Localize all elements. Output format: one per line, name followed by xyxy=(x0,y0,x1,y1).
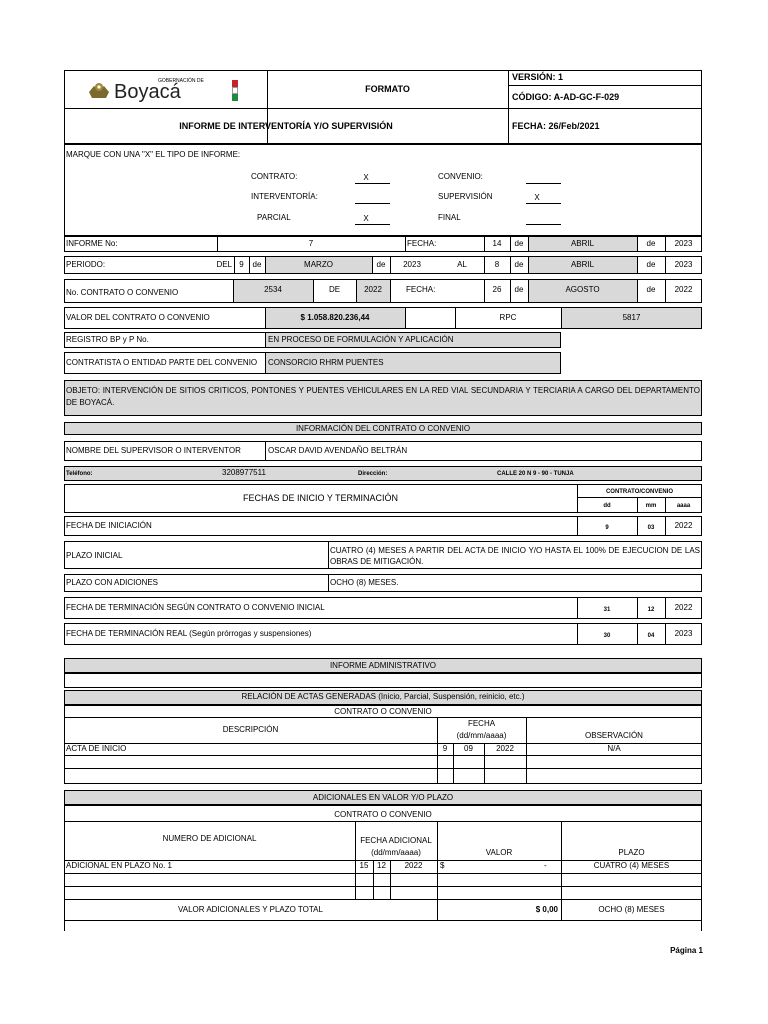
contrato-fecha-label: FECHA: xyxy=(406,285,436,294)
table-rule xyxy=(577,497,702,498)
objeto-text: OBJETO: INTERVENCIÓN DE SITIOS CRITICOS, PONTONES Y PUENTES VEHICULARES EN LA RED VIAL SECUNDARIA Y TERCIARIA A CARGO DEL DEPARTAMENTO DE BOYACÁ. xyxy=(66,386,700,407)
tipo-contrato-label: CONTRATO: xyxy=(251,172,298,181)
table-rule xyxy=(508,85,702,86)
adiciones-row-dd: 15 xyxy=(359,861,369,870)
fechas-dd: dd xyxy=(603,503,611,509)
supervision-check[interactable]: X xyxy=(534,193,540,202)
periodo-anio-inicio: 2023 xyxy=(403,260,421,269)
adiciones-contrato-sub: CONTRATO O CONVENIO xyxy=(334,810,432,819)
fechas-term-inicial-aaaa: 2022 xyxy=(674,603,693,612)
informe-fecha-label: FECHA: xyxy=(407,239,437,248)
adiciones-total-valor: $ 0,00 xyxy=(535,905,558,914)
section-adicionales: ADICIONALES EN VALOR Y/O PLAZO xyxy=(312,793,454,802)
table-rule xyxy=(265,441,266,461)
fechas-adiciones-valor: OCHO (8) MESES. xyxy=(330,578,399,587)
tipo-convenio-label: CONVENIO: xyxy=(438,172,483,181)
table-rule xyxy=(64,755,702,756)
fechas-term-real-label: FECHA DE TERMINACIÓN REAL (Según prórrogas y suspensiones) xyxy=(66,629,312,638)
adiciones-row-aaaa: 2022 xyxy=(404,861,423,870)
table-rule xyxy=(437,821,438,921)
registro-label: REGISTRO BP y P No. xyxy=(66,335,149,344)
informe-mes: ABRIL xyxy=(570,239,595,248)
adiciones-fecha-fmt: (dd/mm/aaaa) xyxy=(371,848,421,857)
header-fecha: FECHA: 26/Feb/2021 xyxy=(512,121,600,131)
admin-fecha-fmt: (dd/mm/aaaa) xyxy=(456,731,507,740)
valor-valor: $ 1.058.820.236,44 xyxy=(300,313,370,322)
adiciones-plazo: PLAZO xyxy=(618,848,645,857)
section-informe-administrativo: INFORME ADMINISTRATIVO xyxy=(329,661,437,670)
table-rule xyxy=(328,574,329,592)
informe-numero: 7 xyxy=(308,239,314,248)
blank-line xyxy=(526,183,561,184)
admin-acta-obs: N/A xyxy=(607,744,621,753)
table-rule xyxy=(64,899,702,900)
valor-label: VALOR DEL CONTRATO O CONVENIO xyxy=(66,313,210,322)
table-cell xyxy=(64,673,702,688)
fechas-aaaa: aaaa xyxy=(676,503,691,509)
fechas-plazo-label: PLAZO INICIAL xyxy=(66,551,123,560)
tipo-instruction: MARQUE CON UNA "X" EL TIPO DE INFORME: xyxy=(66,150,241,159)
table-rule xyxy=(355,821,356,899)
fechas-inicio-mm: 03 xyxy=(647,525,655,531)
adiciones-numero: NUMERO DE ADICIONAL xyxy=(162,834,257,843)
blank-line xyxy=(355,224,390,225)
contrato-check[interactable]: X xyxy=(363,173,369,182)
table-rule xyxy=(64,886,702,887)
informe-de1: de xyxy=(514,239,524,248)
adicional-row: ADICIONAL EN PLAZO No. 1 xyxy=(66,861,172,870)
contrato-dia: 26 xyxy=(492,285,502,294)
fechas-term-inicial-dd: 31 xyxy=(603,607,611,613)
page-number: Página 1 xyxy=(670,946,703,955)
tipo-supervision-label: SUPERVISIÓN xyxy=(438,192,493,201)
table-rule xyxy=(64,768,702,769)
fechas-term-inicial-mm: 12 xyxy=(647,607,655,613)
header-logo-main: Boyacá xyxy=(114,81,181,103)
section-info-contrato: INFORMACIÓN DEL CONTRATO O CONVENIO xyxy=(295,424,471,433)
periodo-label: PERIODO: xyxy=(66,260,106,269)
info-contrato-direccion: CALLE 20 N 9 - 90 - TUNJA xyxy=(497,471,574,477)
table-rule xyxy=(265,332,266,348)
table-rule xyxy=(64,921,65,931)
blank-line xyxy=(355,183,390,184)
adiciones-total-plazo: OCHO (8) MESES xyxy=(598,905,665,914)
contrato-anio: 2022 xyxy=(364,285,382,294)
fechas-term-real-mm: 04 xyxy=(647,633,655,639)
adiciones-fecha: FECHA ADICIONAL xyxy=(360,836,432,845)
info-contrato-supervisor-label: NOMBRE DEL SUPERVISOR O INTERVENTOR xyxy=(66,446,241,455)
admin-descripcion: DESCRIPCIÓN xyxy=(222,725,279,734)
coat-of-arms-icon xyxy=(86,78,112,102)
fechas-mm: mm xyxy=(645,503,657,509)
adiciones-valor: VALOR xyxy=(485,848,513,857)
table-rule xyxy=(64,108,702,109)
info-contrato-supervisor: OSCAR DAVID AVENDAÑO BELTRÁN xyxy=(268,446,408,455)
periodo-dia-fin: 8 xyxy=(494,260,500,269)
header-title: INFORME DE INTERVENTORÍA Y/O SUPERVISIÓN xyxy=(179,121,393,131)
periodo-al: AL xyxy=(457,260,467,269)
fechas-inicio-label: FECHA DE INICIACIÓN xyxy=(66,521,152,530)
fechas-inicio-aaaa: 2022 xyxy=(674,521,693,530)
fechas-term-inicial-label: FECHA DE TERMINACIÓN SEGÚN CONTRATO O CONVENIO INICIAL xyxy=(66,603,325,612)
table-rule xyxy=(265,352,266,374)
contrato-de: DE xyxy=(328,285,341,294)
table-rule xyxy=(508,70,509,144)
acta-row: ACTA DE INICIO xyxy=(66,744,127,753)
periodo-de1: de xyxy=(252,260,262,269)
registro-valor: EN PROCESO DE FORMULACIÓN Y APLICACIÓN xyxy=(268,335,454,344)
tipo-interventoria-label: INTERVENTORÍA: xyxy=(251,192,318,201)
informe-anio: 2023 xyxy=(674,239,693,248)
contrato-numero: 2534 xyxy=(264,285,282,294)
tipo-parcial-label: PARCIAL xyxy=(257,213,291,222)
table-rule xyxy=(405,236,406,252)
contratista-label: CONTRATISTA O ENTIDAD PARTE DEL CONVENIO xyxy=(66,358,258,367)
periodo-del: DEL xyxy=(216,260,232,269)
admin-fecha: FECHA xyxy=(467,719,496,728)
periodo-mes-fin: ABRIL xyxy=(570,260,595,269)
table-rule xyxy=(64,873,702,874)
adiciones-row-moneda: $ xyxy=(440,861,445,870)
table-cell xyxy=(232,94,238,101)
table-rule xyxy=(64,717,702,718)
admin-acta-mm: 09 xyxy=(464,744,473,753)
tipo-final-label: FINAL xyxy=(438,213,461,222)
table-cell xyxy=(232,80,238,87)
contrato-anio-fecha: 2022 xyxy=(674,285,693,294)
header-formato: FORMATO xyxy=(365,84,410,94)
table-rule xyxy=(64,821,702,822)
table-rule xyxy=(328,541,329,569)
contrato-de1: de xyxy=(514,285,524,294)
periodo-de3: de xyxy=(514,260,524,269)
adiciones-row-plazo: CUATRO (4) MESES xyxy=(593,861,670,870)
fechas-term-real-dd: 30 xyxy=(603,633,611,639)
admin-actas-title: RELACIÓN DE ACTAS GENERADAS (Inicio, Parcial, Suspensión, reinicio, etc.) xyxy=(241,692,525,701)
blank-line xyxy=(355,203,390,204)
fechas-term-real-aaaa: 2023 xyxy=(674,629,693,638)
valor-rpc: 5817 xyxy=(622,313,641,322)
info-contrato-telefono-label: Teléfono: xyxy=(66,471,93,477)
header-logo-small: GOBERNACIÓN DE xyxy=(158,78,204,84)
table-cell xyxy=(97,85,100,88)
admin-observacion: OBSERVACIÓN xyxy=(585,731,643,740)
admin-contrato-sub: CONTRATO O CONVENIO xyxy=(334,707,432,716)
periodo-anio-fin: 2023 xyxy=(674,260,693,269)
adiciones-total-label: VALOR ADICIONALES Y PLAZO TOTAL xyxy=(178,905,323,914)
table-rule xyxy=(701,921,702,931)
fechas-inicio-dd: 9 xyxy=(605,525,609,531)
table-rule xyxy=(390,279,391,303)
periodo-de2: de xyxy=(376,260,386,269)
blank-line xyxy=(526,203,561,204)
periodo-dia-inicio: 9 xyxy=(239,260,244,269)
fechas-adiciones-label: PLAZO CON ADICIONES xyxy=(66,578,159,587)
boyaca-logo xyxy=(86,76,246,104)
blank-line xyxy=(526,224,561,225)
valor-rpc-label: RPC xyxy=(499,313,517,322)
plazo-inicial-text: CUATRO (4) MESES A PARTIR DEL ACTA DE INICIO Y/O HASTA EL 100% DE EJECUCION DE LAS OBRAS DE MITIGACIÓN. xyxy=(330,546,700,566)
informe-label: INFORME No: xyxy=(66,239,118,248)
admin-acta-dd: 9 xyxy=(442,744,448,753)
informe-dia: 14 xyxy=(492,239,502,248)
informe-de2: de xyxy=(646,239,656,248)
fechas-col-header: CONTRATO/CONVENIO xyxy=(605,489,674,495)
table-cell xyxy=(232,87,238,94)
contrato-label: No. CONTRATO O CONVENIO xyxy=(66,288,179,297)
adiciones-row-valor: - xyxy=(544,861,547,870)
admin-acta-aaaa: 2022 xyxy=(496,744,514,753)
contratista-valor: CONSORCIO RHRM PUENTES xyxy=(268,358,384,367)
parcial-check[interactable]: X xyxy=(363,214,369,223)
fechas-title: FECHAS DE INICIO Y TERMINACIÓN xyxy=(242,493,399,503)
table-rule xyxy=(405,307,406,329)
info-contrato-telefono: 3208977511 xyxy=(222,468,266,477)
header-version: VERSIÓN: 1 xyxy=(512,72,564,82)
header-codigo: CÓDIGO: A-AD-GC-F-029 xyxy=(512,92,620,102)
contrato-de2: de xyxy=(646,285,656,294)
periodo-mes-inicio: MARZO xyxy=(304,260,333,269)
table-rule xyxy=(267,70,268,144)
adiciones-row-mm: 12 xyxy=(377,861,386,870)
contrato-mes: AGOSTO xyxy=(565,285,600,294)
periodo-de4: de xyxy=(646,260,656,269)
info-contrato-direccion-label: Dirección: xyxy=(358,471,388,477)
